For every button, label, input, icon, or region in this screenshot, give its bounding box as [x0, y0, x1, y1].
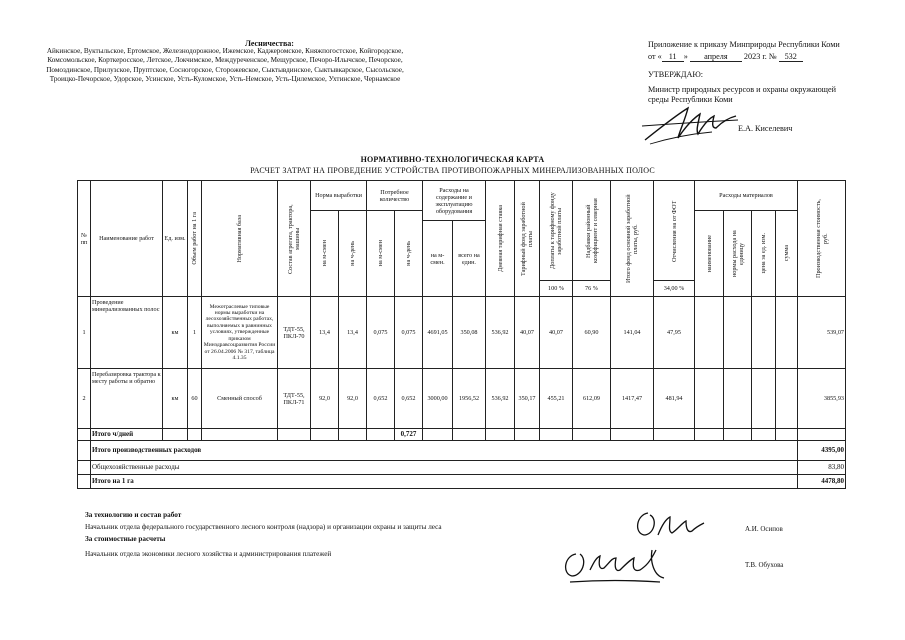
total-days-row: Итого ч/дней 0,727 [78, 429, 846, 441]
table-row: 1 Проведение минерализованных полос км 1 Межотраслевые типовые нормы выработки на лесохозяйственных работах, выполняемых в равнинных условиях, утвержденные приказом Минздравсоцразвития России от 26.04.2006 № 317, таблица 4.1.35 ТДТ-55, ПКЛ-70 13,4 13,4 0,075 0,075 4691,05 350,08 536,92 40,07 40,07 60,90 141,04 47,95 539,07 [78, 297, 846, 369]
document-title: НОРМАТИВНО-ТЕХНОЛОГИЧЕСКАЯ КАРТА [360, 155, 545, 164]
header-norm-output: Норма выработки [311, 181, 367, 211]
header-mat-price: цена за ед. изм. [752, 211, 776, 297]
cost-title: За стоимостные расчеты [85, 535, 166, 543]
header-equip-total: всего на един. [453, 221, 486, 297]
pct-34: 34,00 % [654, 281, 695, 297]
header-mat-sum: сумма [776, 211, 798, 297]
header-prod-cost: Производственная стоимость, руб. [798, 181, 846, 297]
cost-name: Т.В. Обухова [745, 561, 784, 569]
header-equip: Расходы на содержание и эксплуатацию оборудования [423, 181, 486, 221]
header-aggregate: Состав агрегата, трактора, машины [278, 181, 311, 297]
minister-title: Министр природных ресурсов и охраны окружающей среды Республики Коми [648, 85, 836, 104]
header-norm-m: на м-смен [311, 211, 339, 297]
general-costs-row: Общехозяйственные расходы 83,80 [78, 461, 846, 475]
document-subtitle: РАСЧЕТ ЗАТРАТ НА ПРОВЕДЕНИЕ УСТРОЙСТВА ПРОТИВОПОЖАРНЫХ МИНЕРАЛИЗОВАННЫХ ПОЛОС [250, 166, 655, 175]
minister-name: Е.А. Киселевич [738, 124, 793, 133]
pct-76: 76 % [573, 281, 611, 297]
header-regional: Надбавки районный коэффициент и северная [573, 181, 611, 281]
tech-name: А.И. Осипов [745, 525, 783, 533]
header-volume: Объем работ на 1 га [188, 181, 202, 297]
forestries-list: Айкинское, Вуктыльское, Ертомское, Железнодорожное, Ижемское, Каджеромское, Княжпогостское, Койгородское, Комсомольское, Корткеросское, Летское, Локчимское, Междуреченское, Мещурское, Печоро-Илычское, Печорское, Помоздинское, Прилузское, Пруптское, Сосногорское, Сторожевское, Сыктывдинское, Сыктывкарское, Сысольское, Троицко-Печорское, Удорское, Усинское, Усть-Куломское, Усть-Немское, Усть-Цилемское, Ухтинское, Чернамское [46, 47, 404, 84]
header-need-qty: Потребное количество [367, 181, 423, 211]
header-need-ch: на ч-день [395, 211, 423, 297]
header-day-rate: Дневная тарифная ставка [486, 181, 515, 297]
header-surcharge: Доплаты к тарифному фонду заработной платы [540, 181, 573, 281]
header-need-m: на м-смен [367, 211, 395, 297]
cost-role: Начальник отдела экономики лесного хозяйства и администрирования платежей [85, 549, 332, 558]
header-total-wage: Итого фонд основной заработной платы, руб. [611, 181, 654, 297]
header-materials: Расходы материалов [695, 181, 798, 211]
header-mat-name: наименование [695, 211, 724, 297]
tech-role: Начальник отдела федерального государственного лесного контроля (надзора) и организации охраны и защиты леса [85, 522, 442, 531]
minister-signature-icon [640, 98, 740, 150]
approve-label: УТВЕРЖДАЮ: [648, 70, 704, 79]
obukhova-signature-icon [560, 540, 670, 590]
header-name: Наименование работ [91, 181, 163, 297]
tech-title: За технологию и состав работ [85, 511, 182, 519]
order-date: от « 11 » апреля 2023 г. № 532 [648, 52, 803, 62]
appendix-note: Приложение к приказу Минприроды Республики Коми [648, 40, 840, 49]
signature-block [85, 511, 442, 558]
table-row: 2 Перебазировка трактора к месту работы и обратно км 60 Сменный способ ТДТ-55, ПКЛ-71 92,0 92,0 0,652 0,652 3000,00 1956,52 536,92 350,17 455,21 612,09 1417,47 481,94 3855,93 [78, 369, 846, 429]
header-norm-base: Нормативная база [202, 181, 278, 297]
forestries-title: Лесничества: [245, 39, 294, 48]
header-tariff-fund: Тарифный фонд заработной платы [515, 181, 540, 297]
total-prod-row: Итого производственных расходов 4395,00 [78, 441, 846, 461]
header-equip-m: на м-смен. [423, 221, 453, 297]
pct-100: 100 % [540, 281, 573, 297]
header-num: № пп [78, 181, 91, 297]
header-unit: Ед. изм. [163, 181, 188, 297]
cost-table [77, 180, 846, 489]
total-ha-row: Итого на 1 га 4478,80 [78, 475, 846, 489]
header-norm-ch: на ч-день [339, 211, 367, 297]
header-mat-norm: нормы расхода на единицу [724, 211, 752, 297]
header-deduct: Отчисления на от ФОТ [654, 181, 695, 281]
